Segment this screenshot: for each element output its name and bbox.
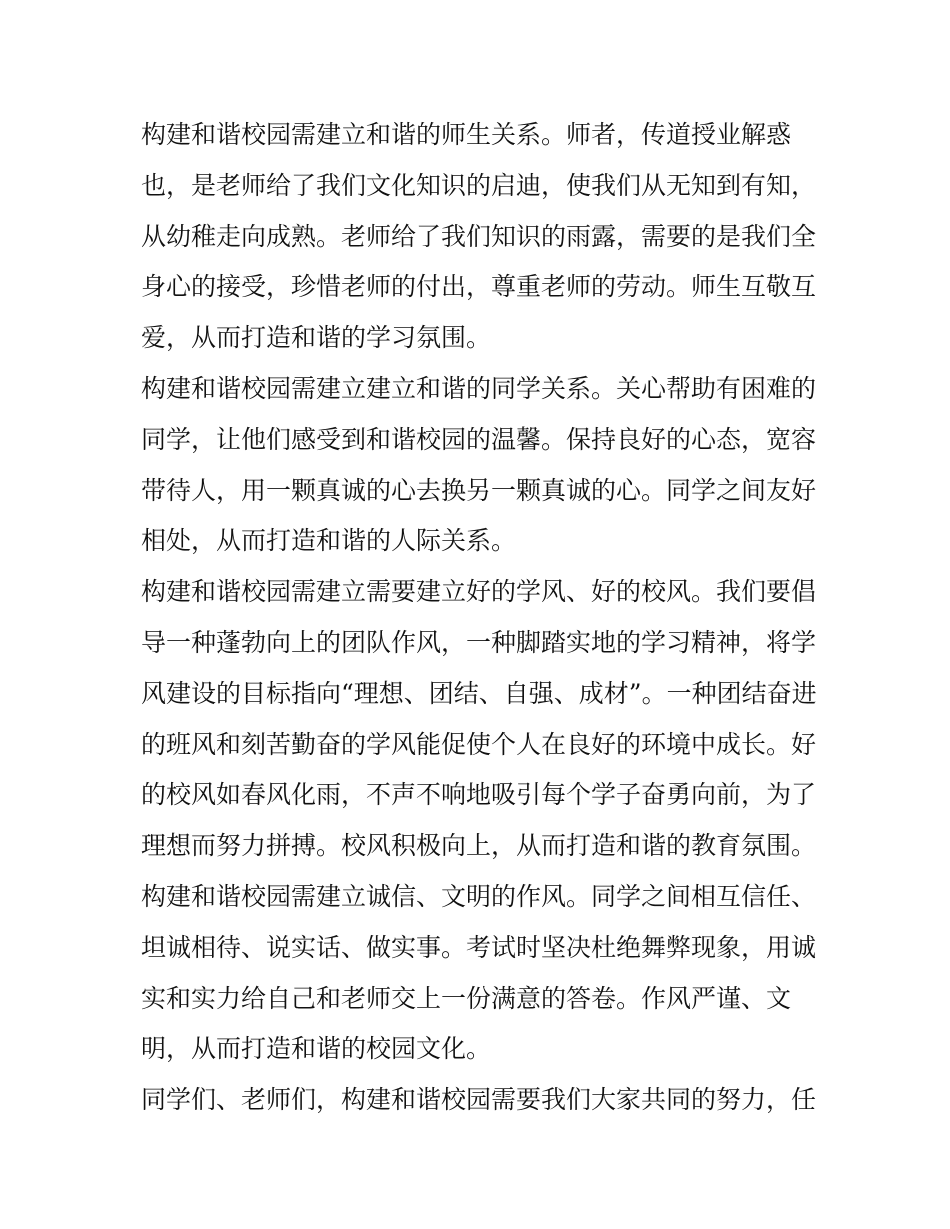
text-line: 同学们、老师们，构建和谐校园需要我们大家共同的努力，任 [141, 1085, 817, 1115]
paragraph-study-style [141, 567, 821, 872]
text-line: 理想而努力拼搏。校风积极向上，从而打造和谐的教育氛围。 [141, 831, 817, 861]
text-line: 构建和谐校园需建立诚信、文明的作风。同学之间相互信任、 [141, 881, 817, 911]
text-line: 从幼稚走向成熟。老师给了我们知识的雨露，需要的是我们全 [141, 221, 817, 251]
paragraph-closing [141, 1075, 821, 1126]
text-line: 也，是老师给了我们文化知识的启迪，使我们从无知到有知， [141, 170, 817, 200]
text-line: 的校风如春风化雨，不声不响地吸引每个学子奋勇向前，为了 [141, 780, 817, 810]
text-line: 身心的接受，珍惜老师的付出，尊重老师的劳动。师生互敬互 [141, 272, 817, 302]
text-line: 爱，从而打造和谐的学习氛围。 [141, 323, 492, 353]
text-line: 的班风和刻苦勤奋的学风能促使个人在良好的环境中成长。好 [141, 729, 817, 759]
paragraph-classmates [141, 364, 821, 567]
text-line: 构建和谐校园需建立和谐的师生关系。师者，传道授业解惑 [141, 120, 792, 149]
text-line: 坦诚相待、说实话、做实事。考试时坚决杜绝舞弊现象，用诚 [141, 932, 817, 962]
text-line: 带待人，用一颗真诚的心去换另一颗真诚的心。同学之间友好 [141, 475, 817, 505]
paragraph-teacher-student [141, 110, 821, 364]
text-line: 实和实力给自己和老师交上一份满意的答卷。作风严谨、文 [141, 983, 792, 1013]
text-line: 构建和谐校园需建立建立和谐的同学关系。关心帮助有困难的 [141, 373, 817, 403]
document-body [141, 110, 821, 1126]
paragraph-integrity [141, 872, 821, 1075]
text-line: 同学，让他们感受到和谐校园的温馨。保持良好的心态，宽容 [141, 424, 817, 454]
text-line: 构建和谐校园需建立需要建立好的学风、好的校风。我们要倡 [141, 577, 817, 607]
text-line: 导一种蓬勃向上的团队作风，一种脚踏实地的学习精神，将学 [141, 627, 817, 657]
text-line: 风建设的目标指向“理想、团结、自强、成材”。一种团结奋进 [141, 678, 817, 708]
text-line: 明，从而打造和谐的校园文化。 [141, 1034, 492, 1064]
text-line: 相处，从而打造和谐的人际关系。 [141, 526, 517, 556]
